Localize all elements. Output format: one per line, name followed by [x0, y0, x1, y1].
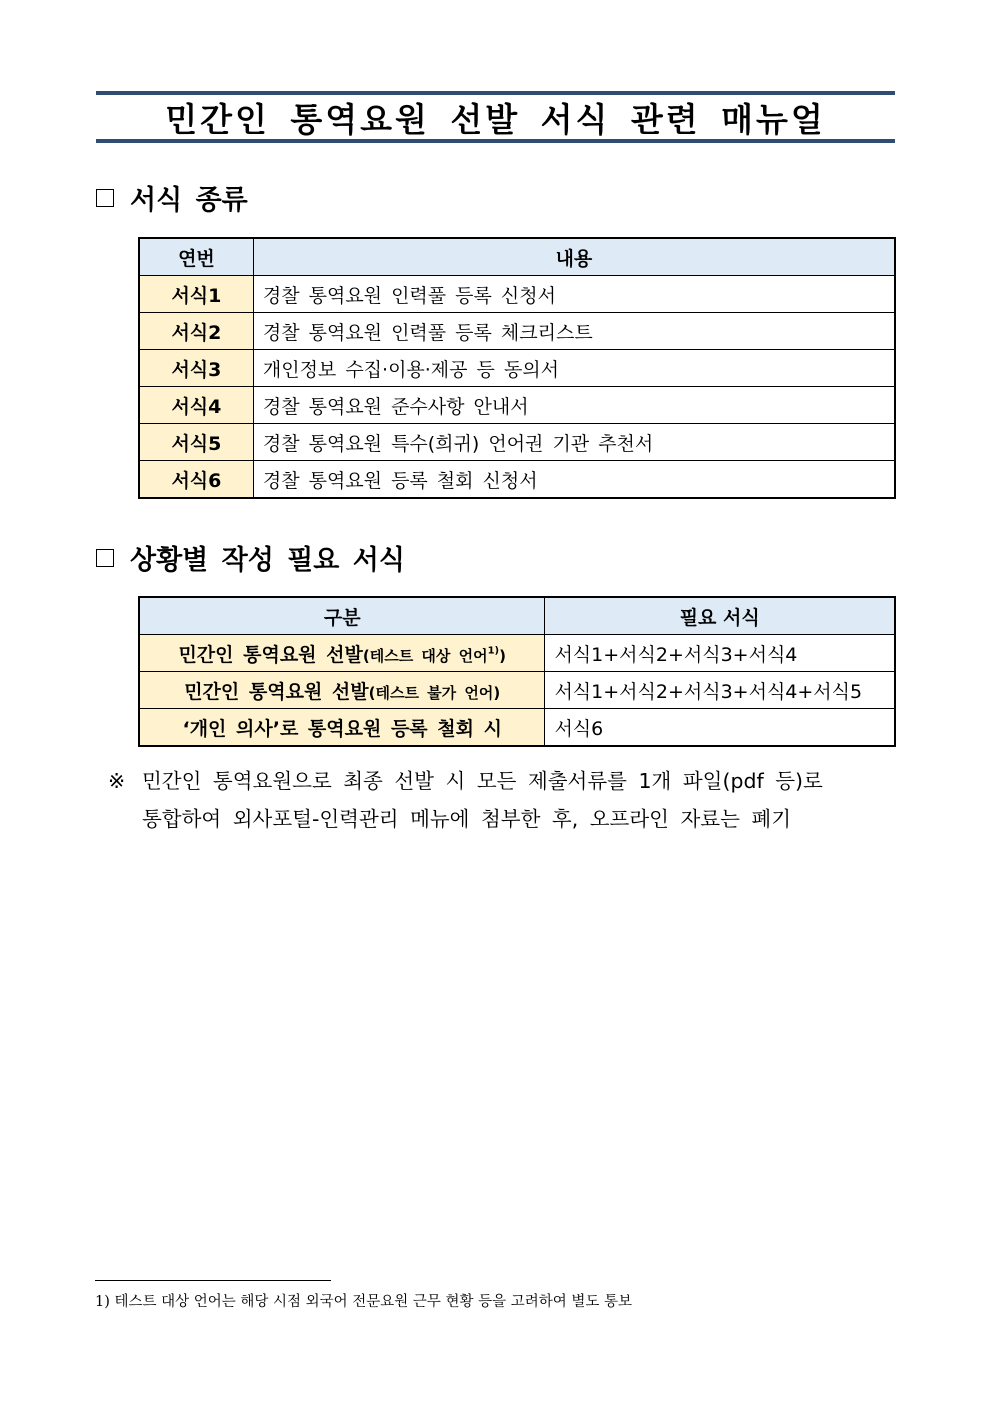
checkbox-icon	[96, 189, 114, 207]
note-line-2: 통합하여 외사포털-인력관리 메뉴에 첨부한 후, 오프라인 자료는 폐기	[142, 807, 792, 831]
note-line-1	[108, 762, 898, 800]
form-content: 경찰 통역요원 준수사항 안내서	[253, 387, 894, 424]
table-row	[140, 635, 895, 672]
footnote	[95, 1290, 632, 1311]
situation-cell	[140, 635, 545, 672]
checkbox-icon	[96, 549, 114, 567]
note	[108, 762, 898, 838]
table-row	[140, 387, 895, 424]
form-no: 서식6	[140, 461, 254, 498]
situation-sub-end: )	[499, 646, 506, 665]
footnote-mark: 1)	[95, 1294, 110, 1310]
form-no: 서식4	[140, 387, 254, 424]
situation-main: 민간인 통역요원 선발	[178, 643, 363, 666]
header-category: 구분	[140, 598, 545, 635]
situation-main: ‘개인 의사’로 통역요원 등록 철회 시	[182, 717, 502, 740]
footnote-text: 테스트 대상 언어는 해당 시점 외국어 전문요원 근무 현황 등을 고려하여 별도 통보	[114, 1294, 633, 1310]
section-heading-form-types	[96, 178, 248, 217]
form-content: 개인정보 수집·이용·제공 등 동의서	[253, 350, 894, 387]
required-forms-value: 서식6	[545, 709, 895, 746]
situation-cell	[140, 709, 545, 746]
form-no: 서식3	[140, 350, 254, 387]
form-content: 경찰 통역요원 특수(희귀) 언어권 기관 추천서	[253, 424, 894, 461]
header-no: 연번	[140, 239, 254, 276]
note-mark: ※	[108, 769, 126, 793]
required-forms-value: 서식1+서식2+서식3+서식4	[545, 635, 895, 672]
section-heading-required-forms	[96, 538, 405, 577]
table-row	[140, 276, 895, 313]
header-required-forms: 필요 서식	[545, 598, 895, 635]
form-no: 서식1	[140, 276, 254, 313]
required-forms-table	[139, 597, 895, 746]
situation-main: 민간인 통역요원 선발	[184, 680, 369, 703]
table-header-row	[140, 239, 895, 276]
form-no: 서식5	[140, 424, 254, 461]
footnote-divider	[95, 1280, 331, 1281]
form-types-table	[139, 238, 895, 498]
form-no: 서식2	[140, 313, 254, 350]
header-content: 내용	[253, 239, 894, 276]
table-row	[140, 461, 895, 498]
title-box	[96, 91, 895, 143]
note-text-1: 민간인 통역요원으로 최종 선발 시 모든 제출서류를 1개 파일(pdf 등)로	[142, 769, 823, 793]
table-header-row	[140, 598, 895, 635]
form-content: 경찰 통역요원 인력풀 등록 체크리스트	[253, 313, 894, 350]
footnote-ref: 1)	[487, 645, 500, 657]
table-row	[140, 672, 895, 709]
table-row	[140, 709, 895, 746]
form-content: 경찰 통역요원 인력풀 등록 신청서	[253, 276, 894, 313]
table-row	[140, 350, 895, 387]
page-title: 민간인 통역요원 선발 서식 관련 매뉴얼	[165, 99, 826, 139]
section-heading-text: 서식 종류	[130, 185, 248, 216]
section-heading-text: 상황별 작성 필요 서식	[130, 545, 405, 576]
situation-sub: (테스트 불가 언어)	[368, 683, 501, 702]
required-forms-value: 서식1+서식2+서식3+서식4+서식5	[545, 672, 895, 709]
situation-cell	[140, 672, 545, 709]
form-content: 경찰 통역요원 등록 철회 신청서	[253, 461, 894, 498]
table-row	[140, 313, 895, 350]
table-row	[140, 424, 895, 461]
situation-sub: (테스트 대상 언어	[362, 646, 488, 665]
